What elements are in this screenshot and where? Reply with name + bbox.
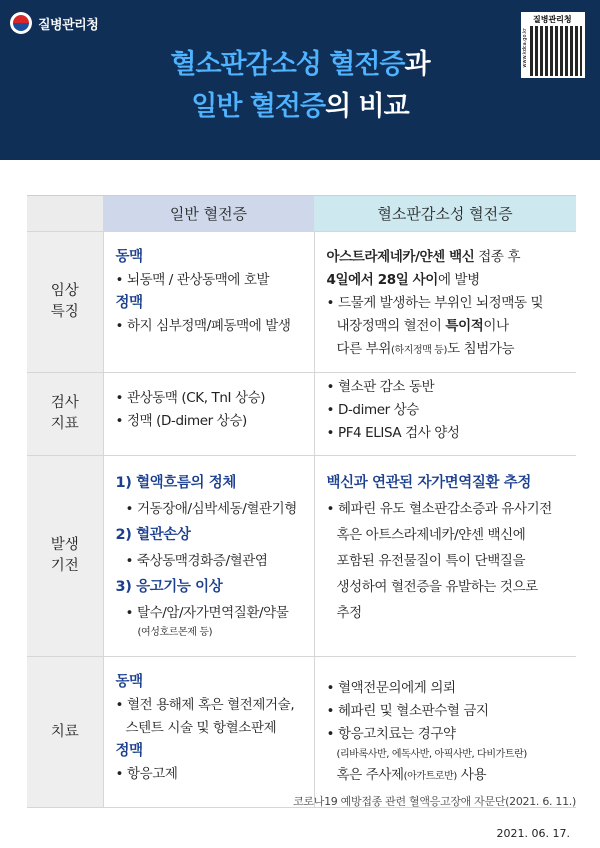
table-row bbox=[27, 373, 576, 456]
row-label-test: 검사 지표 bbox=[27, 373, 103, 456]
publish-date: 2021. 06. 17. bbox=[496, 827, 570, 840]
qr-label: 질병관리청 bbox=[533, 15, 572, 24]
row-label-mechanism: 발생 기전 bbox=[27, 456, 103, 657]
org-logo bbox=[10, 12, 98, 34]
test-tts-cell: • 혈소판 감소 동반 • D-dimer 상승 • PF4 ELISA 검사 양성 bbox=[314, 373, 576, 456]
title-line2-blue: 일반 혈전증 bbox=[191, 91, 326, 122]
taegeuk-emblem-icon bbox=[10, 12, 32, 34]
clinical-general-cell: 동맥 • 뇌동맥 / 관상동맥에 호발 정맥 • 하지 심부정맥/폐동맥에 발생 bbox=[103, 232, 314, 373]
title-line1-white: 과 bbox=[404, 49, 430, 80]
treatment-general-cell: 동맥 • 혈전 용해제 혹은 혈전제거술, 스텐트 시술 및 항혈소판제 정맥 • 항응고제 bbox=[103, 657, 314, 808]
page-title bbox=[0, 44, 600, 128]
treatment-tts-cell: • 혈액전문의에게 의뢰 • 헤파린 및 혈소판수혈 금지 • 항응고치료는 경구약 (리바록사반, 에독사반, 아픽사반, 다비가트란) 혹은 주사제(아가트로반) 사용 bbox=[314, 657, 576, 808]
clinical-tts-cell: 아스트라제네카/얀센 백신 접종 후 4일에서 28일 사이에 발병 • 드물게 발생하는 부위인 뇌정맥동 및 내장정맥의 혈전이 특이적이나 다른 부위(하지정맥 등)도 침범가능 bbox=[314, 232, 576, 373]
mechanism-tts-cell: 백신과 연관된 자가면역질환 추정 • 헤파린 유도 혈소판감소증과 유사기전 혹은 아트스라제네카/얀센 백신에 포함된 유전물질이 특이 단백질을 생성하여 혈전증을 유발하는 것으로 추정 bbox=[314, 456, 576, 657]
test-general-cell: • 관상동맥 (CK, TnI 상승) • 정맥 (D-dimer 상승) bbox=[103, 373, 314, 456]
table-row bbox=[27, 657, 576, 808]
table-row bbox=[27, 456, 576, 657]
mechanism-general-cell: 1) 혈액흐름의 정체 • 거동장애/심박세동/혈관기형 2) 혈관손상 • 죽상동맥경화증/혈관염 3) 응고기능 이상 • 탈수/암/자가면역질환/약물 (여성호르몬제 등) bbox=[103, 456, 314, 657]
comparison-table bbox=[27, 195, 576, 808]
header-corner bbox=[27, 196, 103, 232]
header-thrombocytopenic: 혈소판감소성 혈전증 bbox=[314, 196, 576, 232]
qr-side-text: www.kdca.go.kr bbox=[522, 28, 528, 68]
header-banner bbox=[0, 0, 600, 160]
title-line1-blue: 혈소판감소성 혈전증 bbox=[170, 49, 405, 80]
org-name: 질병관리청 bbox=[38, 17, 99, 33]
source-note: 코로나19 예방접종 관련 혈액응고장애 자문단(2021. 6. 11.) bbox=[293, 795, 576, 808]
header-general: 일반 혈전증 bbox=[103, 196, 314, 232]
table-header-row bbox=[27, 196, 576, 232]
title-line2-white: 의 비교 bbox=[325, 91, 409, 122]
table-row bbox=[27, 232, 576, 373]
row-label-treatment: 치료 bbox=[27, 657, 103, 808]
row-label-clinical: 임상 특징 bbox=[27, 232, 103, 373]
